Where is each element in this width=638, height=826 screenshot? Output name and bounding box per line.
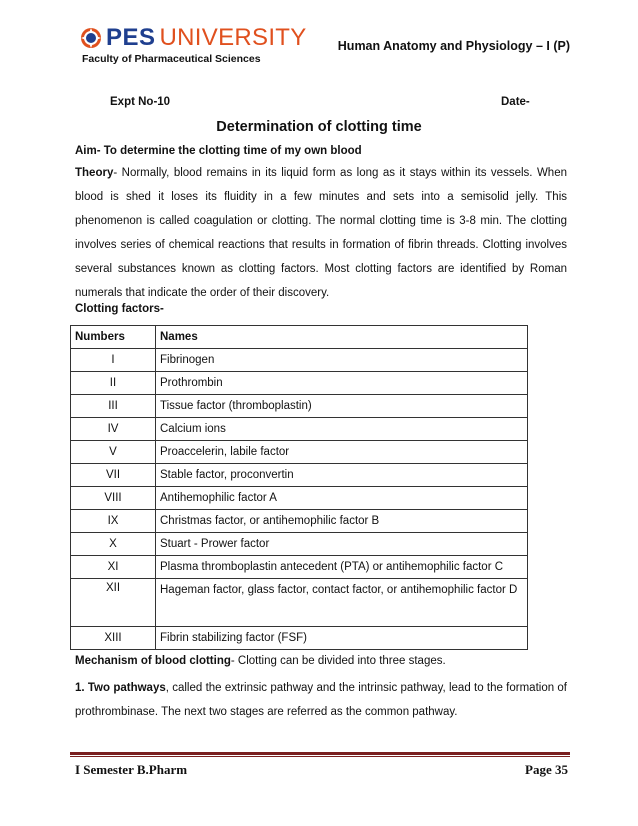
factor-number: I [71,349,156,372]
factor-number: VIII [71,487,156,510]
factor-name: Plasma thromboplastin antecedent (PTA) or antihemophilic factor C [156,556,528,579]
pes-university-logo [80,24,307,52]
theory-paragraph [75,161,567,305]
faculty-name: Faculty of Pharmaceutical Sciences [82,53,261,65]
factor-name: Stuart - Prower factor [156,533,528,556]
logo-pes-text: PES [106,24,156,51]
factor-number: IX [71,510,156,533]
factor-name: Calcium ions [156,418,528,441]
mechanism-paragraph [75,655,446,667]
table-row [71,441,528,464]
factor-number: X [71,533,156,556]
pes-emblem-icon [80,27,102,49]
factor-name: Tissue factor (thromboplastin) [156,395,528,418]
date-label: Date- [501,96,530,108]
factor-name: Stable factor, proconvertin [156,464,528,487]
factor-name: Hageman factor, glass factor, contact factor, or antihemophilic factor D [156,579,528,627]
footer-rule-thick [70,752,570,755]
footer-rule-thin [70,756,570,757]
table-row [71,510,528,533]
table-row [71,372,528,395]
table-row [71,627,528,650]
factor-number: III [71,395,156,418]
column-header-names: Names [156,326,528,349]
factor-number: XIII [71,627,156,650]
table-row [71,487,528,510]
mechanism-label: Mechanism of blood clotting [75,655,231,667]
factor-number: V [71,441,156,464]
table-row [71,556,528,579]
column-header-numbers: Numbers [71,326,156,349]
factor-number: VII [71,464,156,487]
clotting-factors-table [70,325,528,650]
factor-number: XII [71,579,156,627]
factor-name: Prothrombin [156,372,528,395]
aim-statement: Aim- To determine the clotting time of my own blood [75,145,362,157]
table-row [71,533,528,556]
factor-name: Fibrin stabilizing factor (FSF) [156,627,528,650]
page-title: Determination of clotting time [216,119,422,135]
table-row [71,395,528,418]
factor-name: Antihemophilic factor A [156,487,528,510]
factor-number: IV [71,418,156,441]
factor-name: Fibrinogen [156,349,528,372]
stage-one-paragraph [75,676,567,724]
table-row [71,418,528,441]
mechanism-text: - Clotting can be divided into three stages. [230,655,446,667]
table-row [71,579,528,627]
table-row [71,464,528,487]
clotting-factors-heading: Clotting factors- [75,303,164,315]
logo-university-text: UNIVERSITY [159,24,307,51]
theory-text: - Normally, blood remains in its liquid form as long as it stays within its vessels. When blood is shed it loses its fluidity in a few minutes and sets into a semisolid jelly. This phenomenon is called coagulation or clotting. The normal clotting time is 3-8 min. The clotting involves series of chemical reactions that results in formation of fibrin threads. Clotting involves several substances known as clotting factors. Most clotting factors are identified by Roman numerals that indicate the order of their discovery. [75,167,567,299]
factor-name: Christmas factor, or antihemophilic factor B [156,510,528,533]
stage-one-label: 1. Two pathways [75,682,166,694]
table-header-row [71,326,528,349]
subject-title: Human Anatomy and Physiology – I (P) [337,39,570,53]
table-row [71,349,528,372]
factor-number: II [71,372,156,395]
footer-semester: I Semester B.Pharm [75,762,188,777]
factor-number: XI [71,556,156,579]
theory-label: Theory [75,167,114,179]
footer-page-number: Page 35 [525,762,568,777]
experiment-number: Expt No-10 [110,96,171,108]
stage-one-text: , called the extrinsic pathway and the intrinsic pathway, lead to the formation of prothrombinase. The next two stages are referred as the common pathway. [75,682,567,718]
factor-name: Proaccelerin, labile factor [156,441,528,464]
